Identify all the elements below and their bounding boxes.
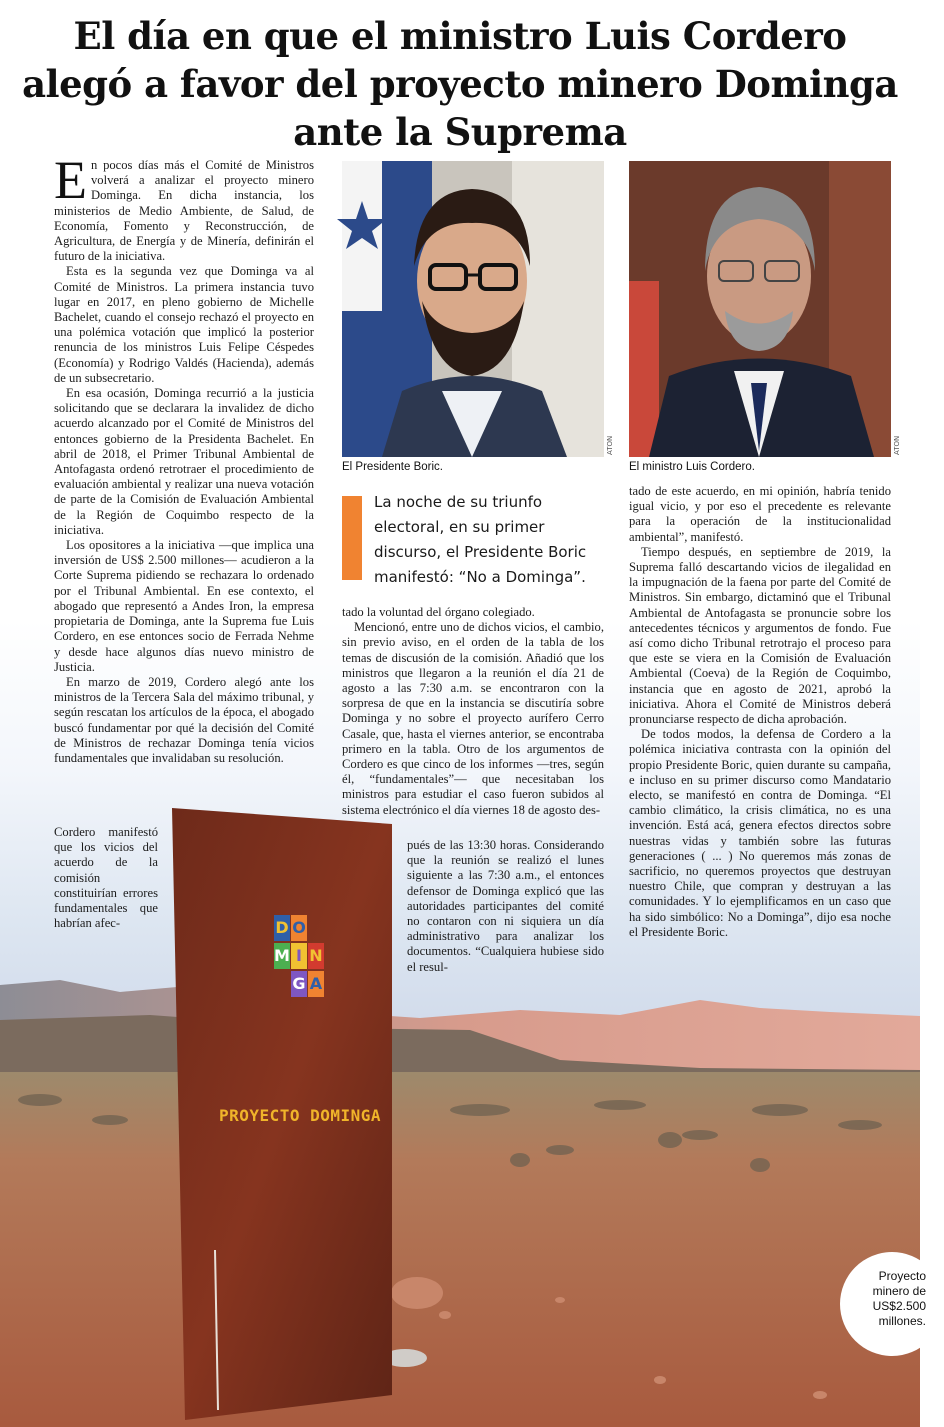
desert-ground — [0, 1072, 920, 1427]
logo-cell-n: N — [308, 943, 324, 969]
logo-cell-m: M — [274, 943, 290, 969]
article-paragraph-10: De todos modos, la defensa de Cordero a la polémica iniciativa contrasta con la opinión del propio Presidente Boric, quien durante su campaña, e incluso en su primer discurso como Mandatario electo, se manifestó en contra de Dominga. “El cambio climático, la crisis climática, no es una invención. Está acá, genera efectos directos sobre nuestras vidas y también sobre las futuras generaciones ( ... ) No queremos más zonas de sacrificio, no queremos proyectos que destruyan nuestro Chile, que compran y destruyan a las comunidades. Y lo ejemplificamos en un caso que ha sido simbólico: No a Dominga”, dijo esa noche el Presidente Boric. — [629, 727, 891, 939]
article-paragraph-3: En esa ocasión, Dominga recurrió a la justicia solicitando que se declarara la invalidez de dicho acuerdo alcanzado por el Comité de Ministros del entonces gobierno de la Presidenta Bachelet. En abril de 2018, el Primer Tribunal Ambiental de Antofagasta ordenó retrotraer el procedimiento de evaluación ambiental y realizar una nueva votación de parte de la Comisión de Evaluación Ambiental de la Región de Coquimbo respecto de la iniciativa. — [54, 386, 314, 537]
article-paragraph-9: Tiempo después, en septiembre de 2019, la Suprema falló descartando vicios de ilegalidad en la impugnación de la faena por parte del Comité de Ministros. Sin embargo, dictaminó que el Tribunal Ambiental de Antofagasta se pronuncie sobre los antecedentes técnicos y argumentos de fondo. Fue así como dicho Tribunal retrotrajo el proceso para que este se viera en la Comisión de Evaluación Ambiental (Coeva) de la Región de Coquimbo, instancia que en agosto de 2021, aprobó la iniciativa. Ahora el Comité de Ministros deberá pronunciarse respecto de dicha aprobación. — [629, 544, 891, 727]
article-column-2 — [342, 605, 604, 818]
article-column-1-continued — [54, 825, 158, 931]
logo-cell-i: I — [291, 943, 307, 969]
drop-cap: E — [54, 150, 87, 210]
logo-cell-a: A — [308, 971, 324, 997]
photo-caption-text: Proyecto minero de US$2.500 millones. — [872, 1269, 926, 1328]
pull-quote: La noche de su triunfo electoral, en su primer discurso, el Presidente Boric manifestó: “No a Dominga”. — [374, 493, 587, 586]
logo-cell-g: G — [291, 971, 307, 997]
article-column-3 — [629, 484, 891, 940]
sign-text: PROYECTO DOMINGA — [218, 1106, 382, 1125]
logo-cell-d: D — [274, 915, 290, 941]
headline-line-2: alegó a favor del proyecto minero Dominga — [22, 62, 898, 106]
logo-cell-o: O — [291, 915, 307, 941]
photo-presidente-boric — [342, 161, 604, 457]
article-column-2-continued — [407, 838, 604, 975]
article-paragraph-6: tado la voluntad del órgano colegiado. — [342, 605, 535, 619]
article-paragraph-7: Mencionó, entre uno de dichos vicios, el cambio, sin previo aviso, en el orden de la tabla de los temas de discusión de la comisión. Añadió que los ministros que llegaron a la reunión el día 21 de agosto a las 7:30 a.m. se encontraron con la sorpresa de que en la instancia se discutiría sobre Dominga y no sobre el proyecto aurífero Cerro Casale, que, hasta el viernes anterior, se encontraba primero en la tabla. Otro de los argumentos de Cordero es que cinco de los informes —tres, según él, “fundamentales”— que necesitaban los ministros para estudiar el caso fueron subidos al sistema electrónico el día viernes 18 de agosto des- — [342, 620, 604, 817]
article-paragraph-4: Los opositores a la iniciativa —que implica una inversión de US$ 2.500 millones— acudieron a la Corte Suprema pidiendo se rechazara lo ordenado por el Tribunal Ambiental. En ese contexto, el abogado que representó a Andes Iron, la empresa propietaria de Dominga, ante la Suprema fue Luis Cordero, en ese entonces socio de Ferrada Nehme y desde hace algunos días nuevo ministro de Justicia. — [54, 538, 314, 674]
quote-accent-bar — [342, 496, 362, 580]
cordero-portrait — [629, 161, 891, 457]
article-column-1 — [54, 150, 314, 766]
headline-line-3: ante la Suprema — [293, 110, 627, 154]
photo-ministro-cordero — [629, 161, 891, 457]
article-paragraph-5: En marzo de 2019, Cordero alegó ante los ministros de la Tercera Sala del máximo tribunal, y según rescatan los artículos de la época, el abogado buscó fundamentar por qué la decisión del Comité de Ministros de rechazar Dominga tenía vicios fundamentales que invalidaban su resolución. — [54, 674, 314, 765]
article-paragraph-2: Esta es la segunda vez que Dominga va al Comité de Ministros. La primera instancia tuvo lugar en 2017, en pleno gobierno de Michelle Bachelet, cuando el consejo rechazó el proyecto en una polémica votación que implicó la posterior renuncia de los ministros Luis Felipe Céspedes (Economía) y Rodrigo Valdés (Hacienda), además de un subsecretario. — [54, 264, 314, 385]
article-paragraph-5-continued: Cordero manifestó que los vicios del acuerdo de la comisión constituirían errores fundamentales que habrían afec- — [54, 825, 158, 931]
article-paragraph-1: En pocos días más el Comité de Ministros volverá a analizar el proyecto minero Dominga. En dicha instancia, los ministerios de Medio Ambiente, de Salud, de Economía, Fomento y Reconstrucción, de Agricultura, de Energía y de Minería, definirán el futuro de la iniciativa. — [54, 150, 314, 264]
caption-right: El ministro Luis Cordero. — [629, 461, 755, 473]
headline-line-1: El día en que el ministro Luis Cordero — [73, 14, 847, 58]
boric-portrait — [342, 161, 604, 457]
article-paragraph-8: tado de este acuerdo, en mi opinión, habría tenido igual vicio, y por eso el precedente es relevante para la operación de la institucionalidad ambiental”, manifestó. — [629, 484, 891, 544]
caption-left: El Presidente Boric. — [342, 461, 443, 473]
photo-credit-right: ATON — [893, 435, 901, 455]
photo-credit-left: ATON — [606, 435, 614, 455]
headline — [20, 12, 900, 156]
article-paragraph-7-continued: pués de las 13:30 horas. Considerando que la reunión se realizó el lunes siguiente a las 7:30 a.m., el entonces defensor de Dominga explicó que las autoridades participantes del comité no contaron con ni siquiera un día administrativo para analizar los documentos. “Cualquiera hubiese sido el resul- — [407, 838, 604, 974]
